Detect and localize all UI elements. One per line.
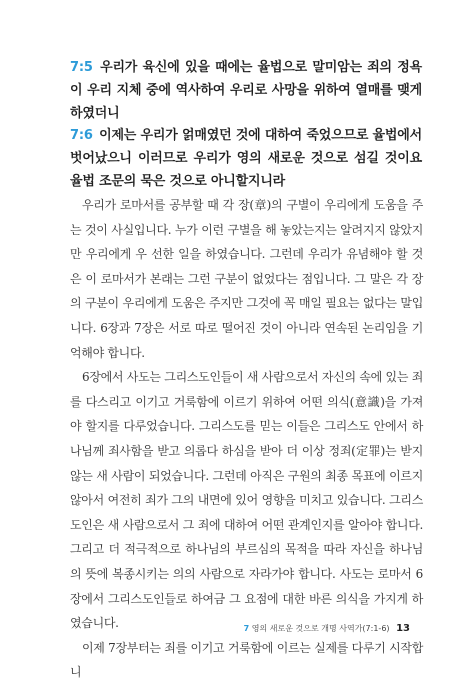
paragraph: 6장에서 사도는 그리스도인들이 새 사람으로서 자신의 속에 있는 죄를 다스리고 이기고 거룩함에 이르기 위하여 어떤 의식(意識)을 가져야 할지를 다루었습니다. 그리스도를 믿는 이들은 그리스도 안에서 하나님께 죄사함을 받고 의롭다 하심을 받아 더 이상 정죄(定罪)는 받지 않는 새 사람이 되었습니다. 그런데 아직은 구원의 최종 목표에 이르지 않아서 여전히 죄가 그의 내면에 있어 영향을 미치고 있습니다. 그리스도인은 새 사람으로서 그 죄에 대하여 어떤 관계인지를 알아야 합니다. 그리고 더 적극적으로 하나님의 부르심의 목적을 따라 자신을 하나님의 뜻에 복종시키는 의의 사람으로 자라가야 합니다. 사도는 로마서 6장에서 그리스도인들로 하여금 그 요점에 대한 바른 의식을 가지게 하였습니다. [70, 370, 423, 631]
paragraph: 이제 7장부터는 죄를 이기고 거룩함에 이르는 실제를 다루기 시작합니 [70, 640, 423, 680]
running-title: 영의 새로운 것으로 개명 사역가(7:1-6) [251, 624, 390, 633]
verse-number: 7:5 [70, 60, 93, 75]
verse-7-5 [70, 57, 422, 125]
page-number: 13 [396, 623, 410, 634]
paragraph: 우리가 로마서를 공부할 때 각 장(章)의 구별이 우리에게 도움을 주는 것이 사실입니다. 누가 이런 구별을 해 놓았는지는 알려지지 않았지만 우리에게 우 선한 일을 하였습니다. 그런데 우리가 유념해야 할 것은 이 로마서가 본래는 그런 구분이 없었다는 점입니다. 그 말은 각 장의 구분이 우리에게 도움은 주지만 그것에 꼭 매일 필요는 없다는 말입니다. 6장과 7장은 서로 따로 떨어진 것이 아니라 연속된 논리임을 기억해야 합니다. [70, 198, 423, 360]
scripture-passage [70, 57, 422, 194]
verse-text: 우리가 육신에 있을 때에는 율법으로 말미암는 죄의 정욕이 우리 지체 중에 역사하여 우리로 사망을 위하여 열매를 맺게 하였더니 [70, 60, 423, 121]
verse-text: 이제는 우리가 얽매였던 것에 대하여 죽었으므로 율법에서 벗어났으니 이러므로 우리가 영의 새로운 것으로 섬길 것이요 율법 조문의 묵은 것으로 아니할지니라 [70, 128, 422, 189]
chapter-number: 7 [243, 624, 250, 633]
page-footer [244, 623, 410, 634]
verse-number: 7:6 [70, 128, 93, 144]
verse-7-6 [70, 125, 422, 193]
commentary-body [70, 193, 423, 685]
